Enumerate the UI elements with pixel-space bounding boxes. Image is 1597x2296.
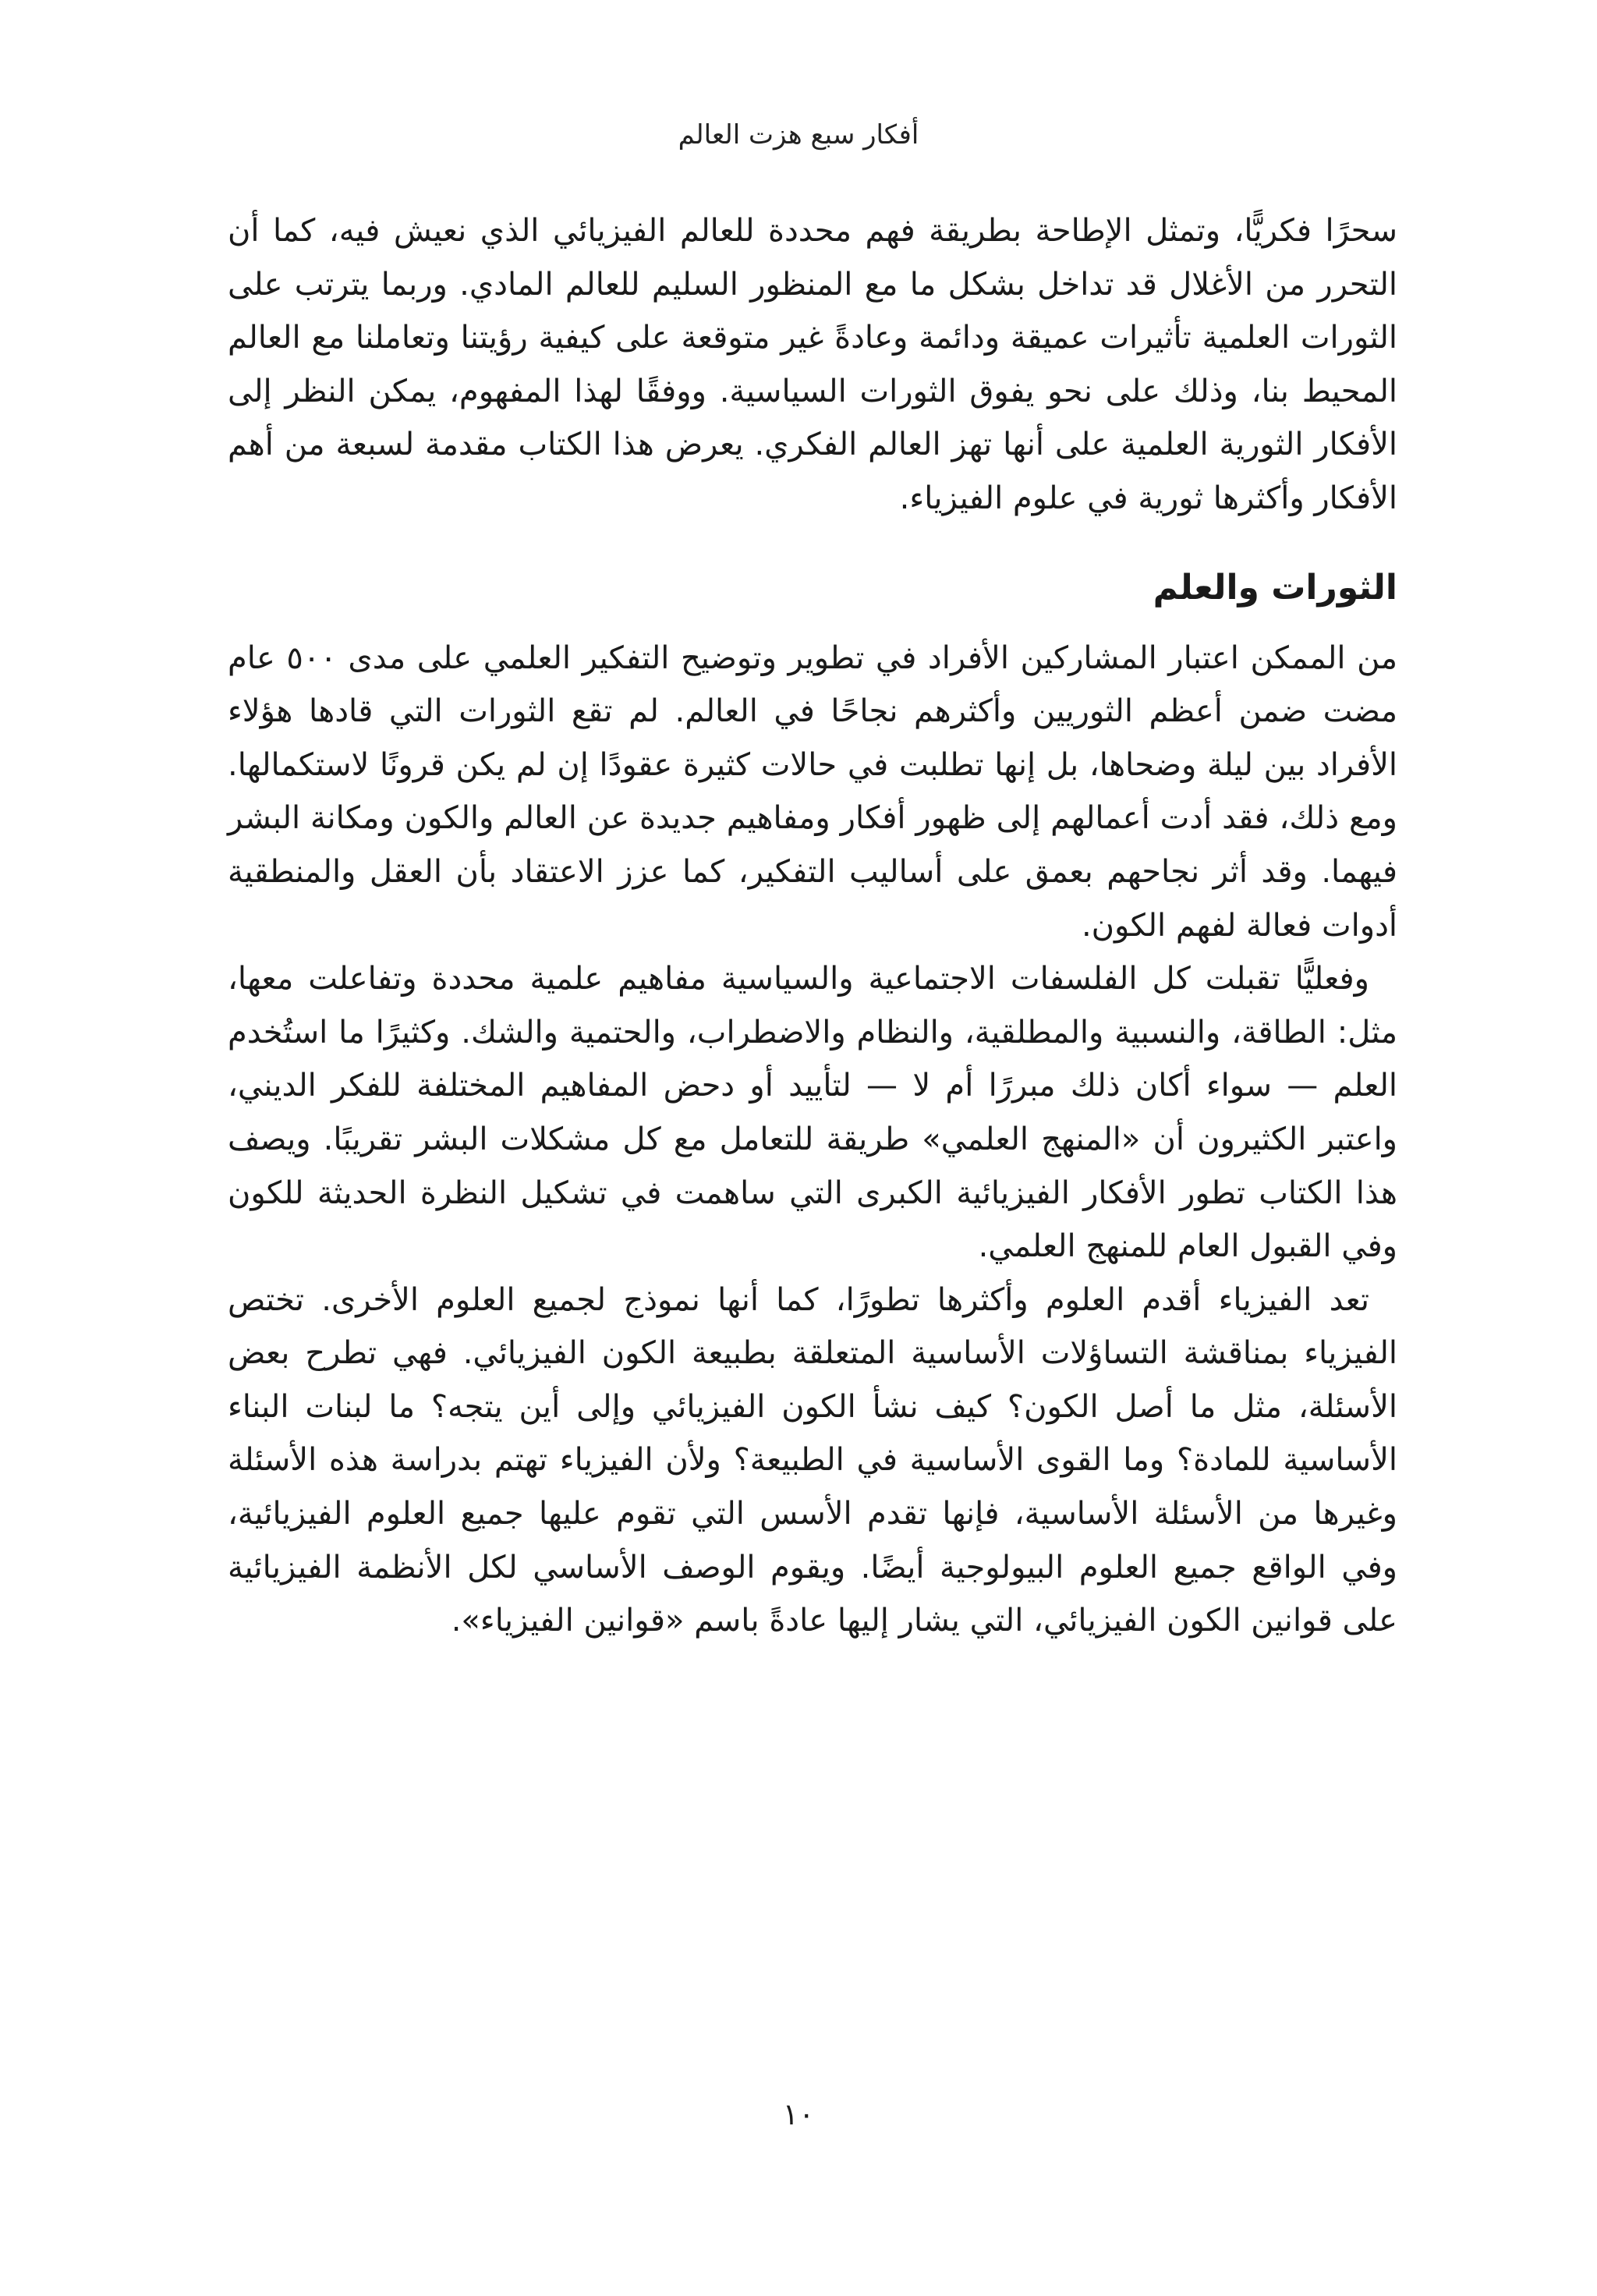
section-paragraph-3: تعد الفيزياء أقدم العلوم وأكثرها تطورًا، كما أنها نموذج لجميع العلوم الأخرى. تختص الفيزياء بمناقشة التساؤلات الأساسية المتعلقة بطبيعة الكون الفيزيائي. فهي تطرح بعض الأسئلة، مثل ما أصل الكون؟ كيف نشأ الكون الفيزيائي وإلى أين يتجه؟ ما لبنات البناء الأساسية للمادة؟ وما القوى الأساسية في الطبيعة؟ ولأن الفيزياء تهتم بدراسة هذه الأسئلة وغيرها من الأسئلة الأساسية، فإنها تقدم الأسس التي تقوم عليها جميع العلوم الفيزيائية، وفي الواقع جميع العلوم البيولوجية أيضًا. ويقوم الوصف الأساسي لكل الأنظمة الفيزيائية على قوانين الكون الفيزيائي، التي يشار إليها عادةً باسم «قوانين الفيزياء». (228, 1281, 1397, 1639)
section-paragraph-1: من الممكن اعتبار المشاركين الأفراد في تطوير وتوضيح التفكير العلمي على مدى ٥٠٠ عام مضت ضمن أعظم الثوريين وأكثرهم نجاحًا في العالم. لم تقع الثورات التي قادها هؤلاء الأفراد بين ليلة وضحاها، بل إنها تطلبت في حالات كثيرة عقودًا إن لم يكن قرونًا لاستكمالها. ومع ذلك، فقد أدت أعمالهم إلى ظهور أفكار ومفاهيم جديدة عن العالم والكون ومكانة البشر فيهما. وقد أثر نجاحهم بعمق على أساليب التفكير، كما عزز الاعتقاد بأن العقل والمنطقية أدوات فعالة لفهم الكون. (228, 640, 1397, 944)
page-number: ١٠ (782, 2097, 815, 2131)
running-header-title: أفكار سبع هزت العالم (678, 119, 919, 151)
section-heading: الثورات والعلم (1153, 567, 1397, 608)
section-paragraph-2: وفعليًّا تقبلت كل الفلسفات الاجتماعية والسياسية مفاهيم علمية محددة وتفاعلت معها، مثل: الطاقة، والنسبية والمطلقية، والنظام والاضطراب، والحتمية والشك. وكثيرًا ما استُخدم العلم — سواء أكان ذلك مبررًا أم لا — لتأييد أو دحض المفاهيم المختلفة للفكر الديني، واعتبر الكثيرون أن «المنهج العلمي» طريقة للتعامل مع كل مشكلات البشر تقريبًا. ويصف هذا الكتاب تطور الأفكار الفيزيائية الكبرى التي ساهمت في تشكيل النظرة الحديثة للكون وفي القبول العام للمنهج العلمي. (228, 961, 1397, 1265)
body-text (228, 204, 1397, 1648)
intro-paragraph: سحرًا فكريًّا، وتمثل الإطاحة بطريقة فهم محددة للعالم الفيزيائي الذي نعيش فيه، كما أن التحرر من الأغلال قد تداخل بشكل ما مع المنظور السليم للعالم المادي. وربما يترتب على الثورات العلمية تأثيرات عميقة ودائمة وعادةً غير متوقعة على كيفية رؤيتنا وتعاملنا مع العالم المحيط بنا، وذلك على نحو يفوق الثورات السياسية. ووفقًا لهذا المفهوم، يمكن النظر إلى الأفكار الثورية العلمية على أنها تهز العالم الفكري. يعرض هذا الكتاب مقدمة لسبعة من أهم الأفكار وأكثرها ثورية في علوم الفيزياء. (228, 213, 1397, 516)
